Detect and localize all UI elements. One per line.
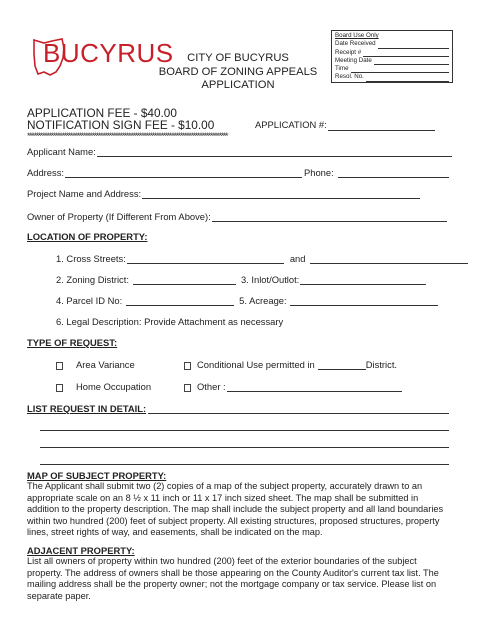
project-row: Project Name and Address: [27,188,420,199]
home-occupation-checkbox[interactable] [56,384,63,392]
address-row: Address: Phone: [27,167,449,178]
area-variance-checkbox[interactable] [56,362,63,370]
application-number-field[interactable] [328,119,435,131]
inlot-outlot-field[interactable] [300,275,426,285]
title-line-application: APPLICATION [201,79,275,91]
resol-no-row: Resol. No. [335,73,449,81]
project-field[interactable] [142,189,420,199]
time-field[interactable] [351,67,449,73]
time-row: Time [335,65,449,73]
other-field[interactable] [227,382,402,392]
parcel-row: 4. Parcel ID No: 5. Acreage: [56,295,438,306]
applicant-name-field[interactable] [97,147,452,157]
other-option[interactable]: Other : [184,381,402,392]
legal-description: 6. Legal Description: Provide Attachment as necessary [56,316,284,327]
home-occupation-option[interactable]: Home Occupation [56,381,151,392]
date-received-row: Date Received [335,40,449,48]
board-use-box [331,30,453,83]
logo-text: BUCYRUS [43,38,174,68]
other-checkbox[interactable] [184,384,191,392]
application-number: APPLICATION #: [255,119,435,131]
receipt-field[interactable] [363,51,449,57]
detail-heading: LIST REQUEST IN DETAIL: [27,403,147,414]
resol-no-field[interactable] [366,76,449,82]
parcel-id-field[interactable] [126,296,234,306]
area-variance-option[interactable]: Area Variance [56,359,135,370]
adjacent-description: List all owners of property within two hundred (200) feet of the exterior boundaries of the subject property. The address of owners shall be those appearing on the County Auditor's current tax list. The mailing address shall be the property owner; not the mortgage company or tax service. Please list on separate paper. [27,556,439,601]
phone-field[interactable] [338,168,449,178]
owner-field[interactable] [212,212,447,222]
applicant-name-row: Applicant Name: [27,146,452,157]
receipt-row: Receipt # [335,49,449,57]
cross-street-2-field[interactable] [310,254,468,264]
map-description: The Applicant shall submit two (2) copies of a map of the subject property, accurately drawn to an appropriate scale on an 8 ½ x 11 inch or 11 x 17 inch sized sheet. The map shall be submitted in addition to the property description. The map shall include the subject property and all land boundaries within two hundred (200) feet of subject property. All existing structures, proposed structures, property lines, street rights of way, and easements, shall be indicated on the map. [27,481,444,537]
acreage-field[interactable] [290,296,438,306]
title-line-board: BOARD OF ZONING APPEALS [158,65,318,78]
application-fee: APPLICATION FEE - $40.00 [27,106,177,120]
cross-street-1-field[interactable] [127,254,284,264]
zoning-district-field[interactable] [133,275,236,285]
detail-line-2[interactable] [40,430,449,431]
district-field[interactable] [318,360,366,370]
owner-row: Owner of Property (If Different From Above): [27,211,447,222]
conditional-use-option[interactable]: Conditional Use permitted in District. [184,359,397,370]
title-line-city: CITY OF BUCYRUS [187,52,289,64]
request-type-heading: TYPE OF REQUEST: [27,337,118,348]
detail-line-3[interactable] [40,447,449,448]
map-heading: MAP OF SUBJECT PROPERTY: [27,470,167,481]
detail-line-1[interactable] [148,413,449,414]
address-field[interactable] [65,168,302,178]
location-heading: LOCATION OF PROPERTY: [27,231,148,242]
meeting-date-field[interactable] [374,59,449,65]
cross-streets-row: 1. Cross Streets: and [56,253,468,264]
adjacent-heading: ADJACENT PROPERTY: [27,545,135,556]
date-received-field[interactable] [378,43,449,49]
separator-stars: ********************************************************************************************* [27,131,228,141]
detail-line-4[interactable] [40,464,449,465]
bucyrus-logo [30,34,174,78]
conditional-use-checkbox[interactable] [184,362,191,370]
form-title [150,52,326,93]
sign-fee: NOTIFICATION SIGN FEE - $10.00 [27,118,215,132]
meeting-date-row: Meeting Date [335,57,449,65]
board-use-heading: Board Use Only [335,32,379,39]
zoning-row: 2. Zoning District: 3. Inlot/Outlot: [56,274,426,285]
